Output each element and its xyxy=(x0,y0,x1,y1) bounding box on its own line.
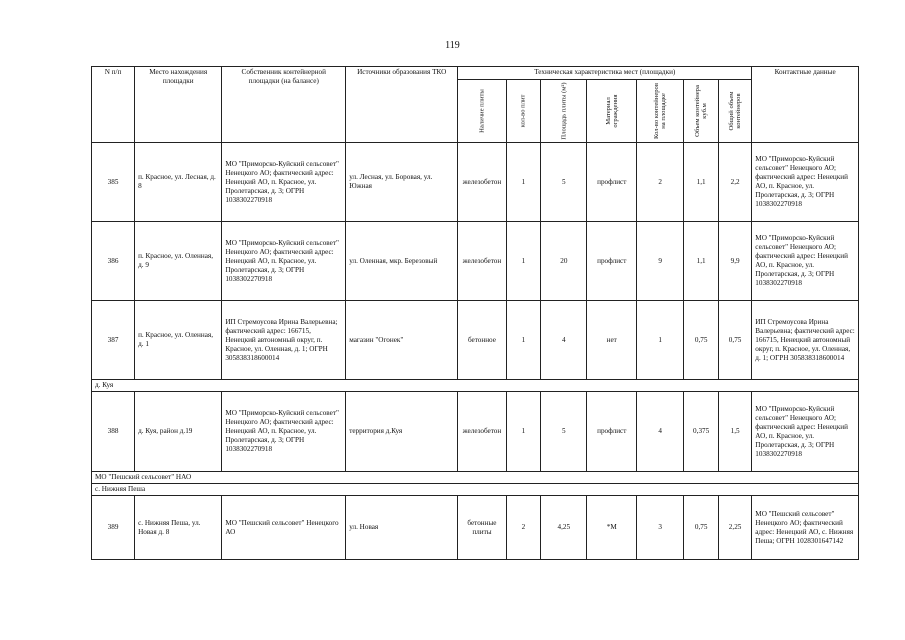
section-row xyxy=(92,472,859,484)
registry-table xyxy=(91,66,859,560)
header-num: N п/п xyxy=(92,67,135,143)
cell-fence: профлист xyxy=(587,143,637,222)
cell-fence: профлист xyxy=(587,392,637,472)
cell-sources: территория д.Куя xyxy=(346,392,458,472)
header-location: Место нахождения площадки xyxy=(135,67,222,143)
cell-contacts: МО "Приморско-Куйский сельсовет" Ненецкого АО; фактический адрес: Ненецкий АО, п. Красное, ул. Пролетарская, д. 3; ОГРН 1038302270918 xyxy=(752,143,859,222)
cell-owner: МО "Приморско-Куйский сельсовет" Ненецкого АО; фактический адрес: Ненецкий АО, п. Красное, ул. Пролетарская, д. 3; ОГРН 1038302270918 xyxy=(222,143,346,222)
cell-area: 4,25 xyxy=(541,496,587,560)
section-label: д. Куя xyxy=(92,380,859,392)
section-row xyxy=(92,484,859,496)
cell-owner: МО "Пешский сельсовет" Ненецкого АО xyxy=(222,496,346,560)
cell-plates: 1 xyxy=(506,392,540,472)
section-label: МО "Пешский сельсовет" НАО xyxy=(92,472,859,484)
cell-plate: железобетон xyxy=(458,222,506,301)
cell-fence: *М xyxy=(587,496,637,560)
cell-num: 387 xyxy=(92,301,135,380)
cell-sources: ул. Лесная, ул. Боровая, ул. Южная xyxy=(346,143,458,222)
subheader-volume: Объем контейнера куб.м xyxy=(684,80,718,143)
cell-plate: бетонное xyxy=(458,301,506,380)
cell-sources: ул. Новая xyxy=(346,496,458,560)
cell-count: 2 xyxy=(637,143,684,222)
table-row xyxy=(92,222,859,301)
cell-total: 1,5 xyxy=(718,392,751,472)
cell-location: п. Красное, ул. Оленная, д. 1 xyxy=(135,301,222,380)
table-row xyxy=(92,301,859,380)
cell-owner: МО "Приморско-Куйский сельсовет" Ненецкого АО; фактический адрес: Ненецкий АО, п. Красное, ул. Пролетарская, д. 3; ОГРН 1038302270918 xyxy=(222,392,346,472)
cell-volume: 1,1 xyxy=(684,143,718,222)
cell-num: 385 xyxy=(92,143,135,222)
subheader-plate: Наличие плиты xyxy=(458,80,506,143)
cell-fence: профлист xyxy=(587,222,637,301)
cell-num: 386 xyxy=(92,222,135,301)
section-label: с. Нижняя Пеша xyxy=(92,484,859,496)
cell-plate: железобетон xyxy=(458,392,506,472)
subheader-total: Общий объем контейнеров xyxy=(718,80,751,143)
cell-area: 20 xyxy=(541,222,587,301)
subheader-area: Площадь плиты (м²) xyxy=(541,80,587,143)
cell-num: 388 xyxy=(92,392,135,472)
cell-plates: 1 xyxy=(506,301,540,380)
cell-count: 1 xyxy=(637,301,684,380)
cell-contacts: МО "Приморско-Куйский сельсовет" Ненецкого АО; фактический адрес: Ненецкий АО, п. Красное, ул. Пролетарская, д. 3; ОГРН 1038302270918 xyxy=(752,222,859,301)
header-tech: Техническая характеристика мест (площадки) xyxy=(458,67,752,80)
cell-num: 389 xyxy=(92,496,135,560)
cell-total: 9,9 xyxy=(718,222,751,301)
table-row xyxy=(92,143,859,222)
cell-total: 2,25 xyxy=(718,496,751,560)
cell-owner: МО "Приморско-Куйский сельсовет" Ненецкого АО; фактический адрес: Ненецкий АО, п. Красное, ул. Пролетарская, д. 3; ОГРН 1038302270918 xyxy=(222,222,346,301)
cell-total: 0,75 xyxy=(718,301,751,380)
cell-location: д. Куя, район д.19 xyxy=(135,392,222,472)
subheader-plates: кол-во плит xyxy=(506,80,540,143)
subheader-count: Кол-во контейнеров на площадке xyxy=(637,80,684,143)
cell-area: 5 xyxy=(541,392,587,472)
header-contacts: Контактные данные xyxy=(752,67,859,143)
cell-contacts: МО "Приморско-Куйский сельсовет" Ненецкого АО; фактический адрес: Ненецкий АО, п. Красное, ул. Пролетарская, д. 3; ОГРН 1038302270918 xyxy=(752,392,859,472)
cell-plates: 1 xyxy=(506,222,540,301)
cell-volume: 1,1 xyxy=(684,222,718,301)
cell-plate: железобетон xyxy=(458,143,506,222)
cell-plate: бетонные плиты xyxy=(458,496,506,560)
header-sources: Источники образования ТКО xyxy=(346,67,458,143)
cell-sources: ул. Оленная, мкр. Березовый xyxy=(346,222,458,301)
cell-plates: 1 xyxy=(506,143,540,222)
table-row xyxy=(92,392,859,472)
cell-volume: 0,75 xyxy=(684,496,718,560)
cell-owner: ИП Стремоусова Ирина Валерьевна; фактический адрес: 166715, Ненецкий автономный округ, п. Красное, ул. Оленная, д. 1; ОГРН 305838318600014 xyxy=(222,301,346,380)
cell-location: п. Красное, ул. Оленная, д. 9 xyxy=(135,222,222,301)
cell-count: 4 xyxy=(637,392,684,472)
header-owner: Собственник контейнерной площадки (на балансе) xyxy=(222,67,346,143)
cell-area: 5 xyxy=(541,143,587,222)
cell-fence: нет xyxy=(587,301,637,380)
cell-location: с. Нижняя Пеша, ул. Новая д. 8 xyxy=(135,496,222,560)
cell-sources: магазин "Огонек" xyxy=(346,301,458,380)
section-row xyxy=(92,380,859,392)
table-row xyxy=(92,496,859,560)
cell-volume: 0,75 xyxy=(684,301,718,380)
page-number: 119 xyxy=(445,40,460,51)
cell-count: 3 xyxy=(637,496,684,560)
cell-volume: 0,375 xyxy=(684,392,718,472)
cell-total: 2,2 xyxy=(718,143,751,222)
cell-contacts: МО "Пешский сельсовет" Ненецкого АО; фактический адрес: Ненецкий АО, с. Нижняя Пеша; ОГРН 1028301647142 xyxy=(752,496,859,560)
cell-plates: 2 xyxy=(506,496,540,560)
subheader-fence: Материал ограждения xyxy=(587,80,637,143)
cell-location: п. Красное, ул. Лесная, д. 8 xyxy=(135,143,222,222)
cell-count: 9 xyxy=(637,222,684,301)
cell-area: 4 xyxy=(541,301,587,380)
cell-contacts: ИП Стремоусова Ирина Валерьевна; фактический адрес: 166715, Ненецкий автономный округ, п. Красное, ул. Оленная, д. 1; ОГРН 305838318600014 xyxy=(752,301,859,380)
